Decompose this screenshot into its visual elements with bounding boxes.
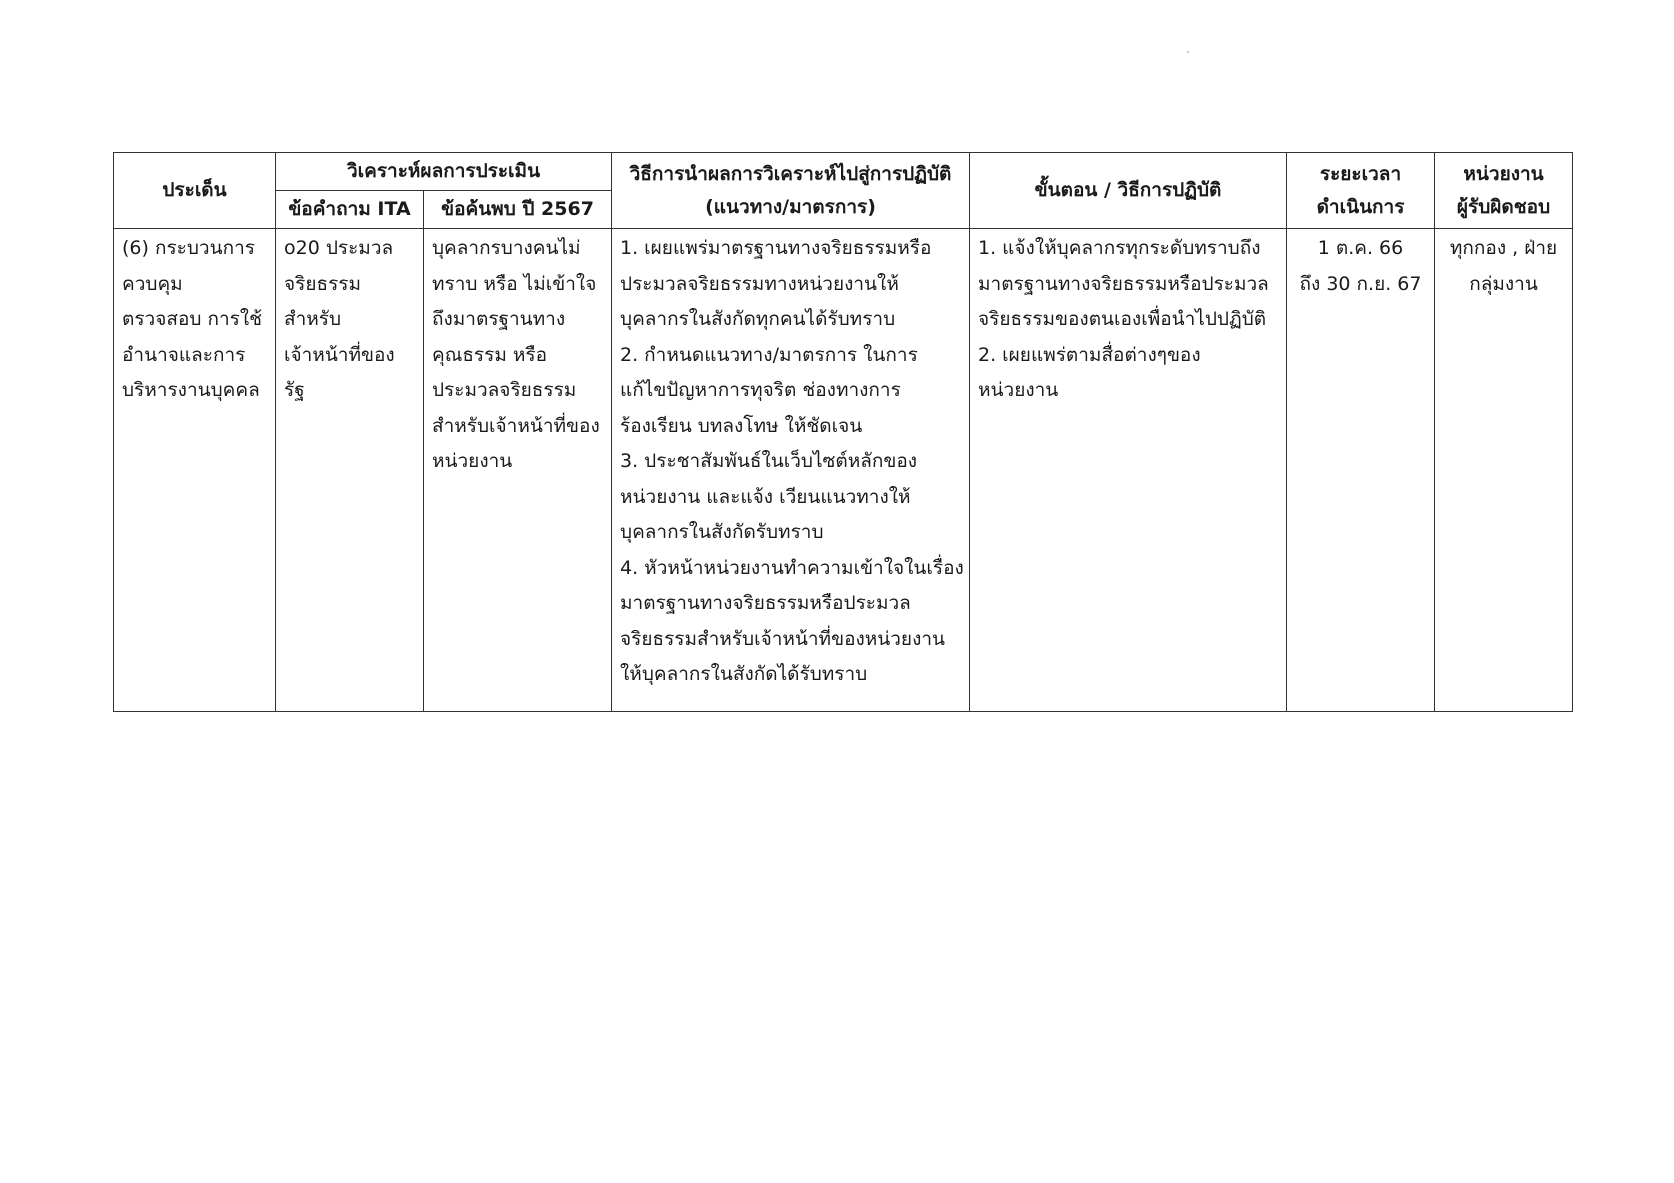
header-row-1 [114, 153, 1573, 191]
unit-line: กลุ่มงาน [1469, 272, 1538, 295]
method-line: 1. เผยแพร่มาตรฐานทางจริยธรรมหรือ [620, 237, 932, 259]
table-row [114, 229, 1573, 712]
header-issue: ประเด็น [114, 153, 276, 229]
ita-line: จริยธรรม [284, 272, 362, 295]
findings-line: บุคลากรบางคนไม่ [432, 237, 581, 259]
header-period-line2: ดำเนินการ [1316, 195, 1405, 218]
method-line: จริยธรรมสำหรับเจ้าหน้าที่ของหน่วยงาน [620, 627, 946, 650]
header-method-line2: (แนวทาง/มาตรการ) [705, 195, 876, 218]
header-method-line1: วิธีการนำผลการวิเคราะห์ไปสู่การปฏิบัติ [629, 162, 952, 185]
method-line: ประมวลจริยธรรมทางหน่วยงานให้ [620, 272, 899, 295]
method-line: แก้ไขปัญหาการทุจริต ช่องทางการ [620, 379, 901, 401]
method-line: 4. หัวหน้าหน่วยงานทำความเข้าใจในเรื่อง [620, 556, 964, 579]
findings-line: ถึงมาตรฐานทาง [432, 308, 566, 330]
header-period-line1: ระยะเวลา [1319, 162, 1402, 185]
findings-line: ทราบ หรือ ไม่เข้าใจ [432, 272, 597, 295]
steps-line: หน่วยงาน [978, 379, 1059, 401]
cell-unit [1435, 229, 1573, 712]
steps-line: 2. เผยแพร่ตามสื่อต่างๆของ [978, 343, 1201, 366]
period-line: ถึง 30 ก.ย. 67 [1299, 272, 1422, 295]
cell-ita-question [276, 229, 424, 712]
issue-line: ตรวจสอบ การใช้ [122, 308, 263, 330]
findings-line: หน่วยงาน [432, 450, 513, 472]
ita-line: รัฐ [284, 379, 305, 401]
method-line: หน่วยงาน และแจ้ง เวียนแนวทางให้ [620, 485, 911, 508]
method-line: บุคลากรในสังกัดทุกคนได้รับทราบ [620, 308, 896, 330]
header-analysis: วิเคราะห์ผลการประเมิน [276, 153, 612, 191]
method-line: มาตรฐานทางจริยธรรมหรือประมวล [620, 592, 911, 614]
cell-issue [114, 229, 276, 712]
issue-line: บริหารงานบุคคล [122, 379, 260, 401]
cell-steps [970, 229, 1287, 712]
ita-line: เจ้าหน้าที่ของ [284, 343, 395, 366]
method-line: 3. ประชาสัมพันธ์ในเว็บไซต์หลักของ [620, 450, 918, 472]
header-unit-line1: หน่วยงาน [1463, 162, 1544, 185]
header-ita-question: ข้อคำถาม ITA [276, 191, 424, 229]
method-line: 2. กำหนดแนวทาง/มาตรการ ในการ [620, 343, 918, 366]
steps-line: 1. แจ้งให้บุคลากรทุกระดับทราบถึง [978, 237, 1261, 259]
method-line: ให้บุคลากรในสังกัดได้รับทราบ [620, 663, 868, 685]
issue-line: (6) กระบวนการ [122, 237, 255, 259]
ita-line: o20 ประมวล [284, 237, 394, 259]
cell-method [612, 229, 970, 712]
cell-period [1287, 229, 1435, 712]
header-method [612, 153, 970, 229]
issue-line: ควบคุม [122, 272, 183, 295]
header-steps: ขั้นตอน / วิธีการปฏิบัติ [970, 153, 1287, 229]
header-unit-line2: ผู้รับผิดชอบ [1456, 195, 1551, 218]
steps-line: จริยธรรมของตนเองเพื่อนำไปปฏิบัติ [978, 308, 1267, 330]
header-unit [1435, 153, 1573, 229]
action-plan-table [113, 152, 1573, 712]
steps-line: มาตรฐานทางจริยธรรมหรือประมวล [978, 272, 1269, 295]
scan-speck [1187, 51, 1189, 53]
findings-line: คุณธรรม หรือ [432, 343, 548, 366]
ita-line: สำหรับ [284, 308, 342, 330]
unit-line: ทุกกอง , ฝ่าย [1449, 237, 1558, 259]
findings-line: ประมวลจริยธรรม [432, 379, 577, 401]
cell-findings [424, 229, 612, 712]
findings-line: สำหรับเจ้าหน้าที่ของ [432, 414, 600, 437]
header-findings: ข้อค้นพบ ปี 2567 [424, 191, 612, 229]
header-period [1287, 153, 1435, 229]
method-line: ร้องเรียน บทลงโทษ ให้ชัดเจน [620, 414, 863, 437]
issue-line: อำนาจและการ [122, 343, 246, 366]
method-line: บุคลากรในสังกัดรับทราบ [620, 521, 824, 543]
period-line: 1 ต.ค. 66 [1317, 237, 1404, 259]
